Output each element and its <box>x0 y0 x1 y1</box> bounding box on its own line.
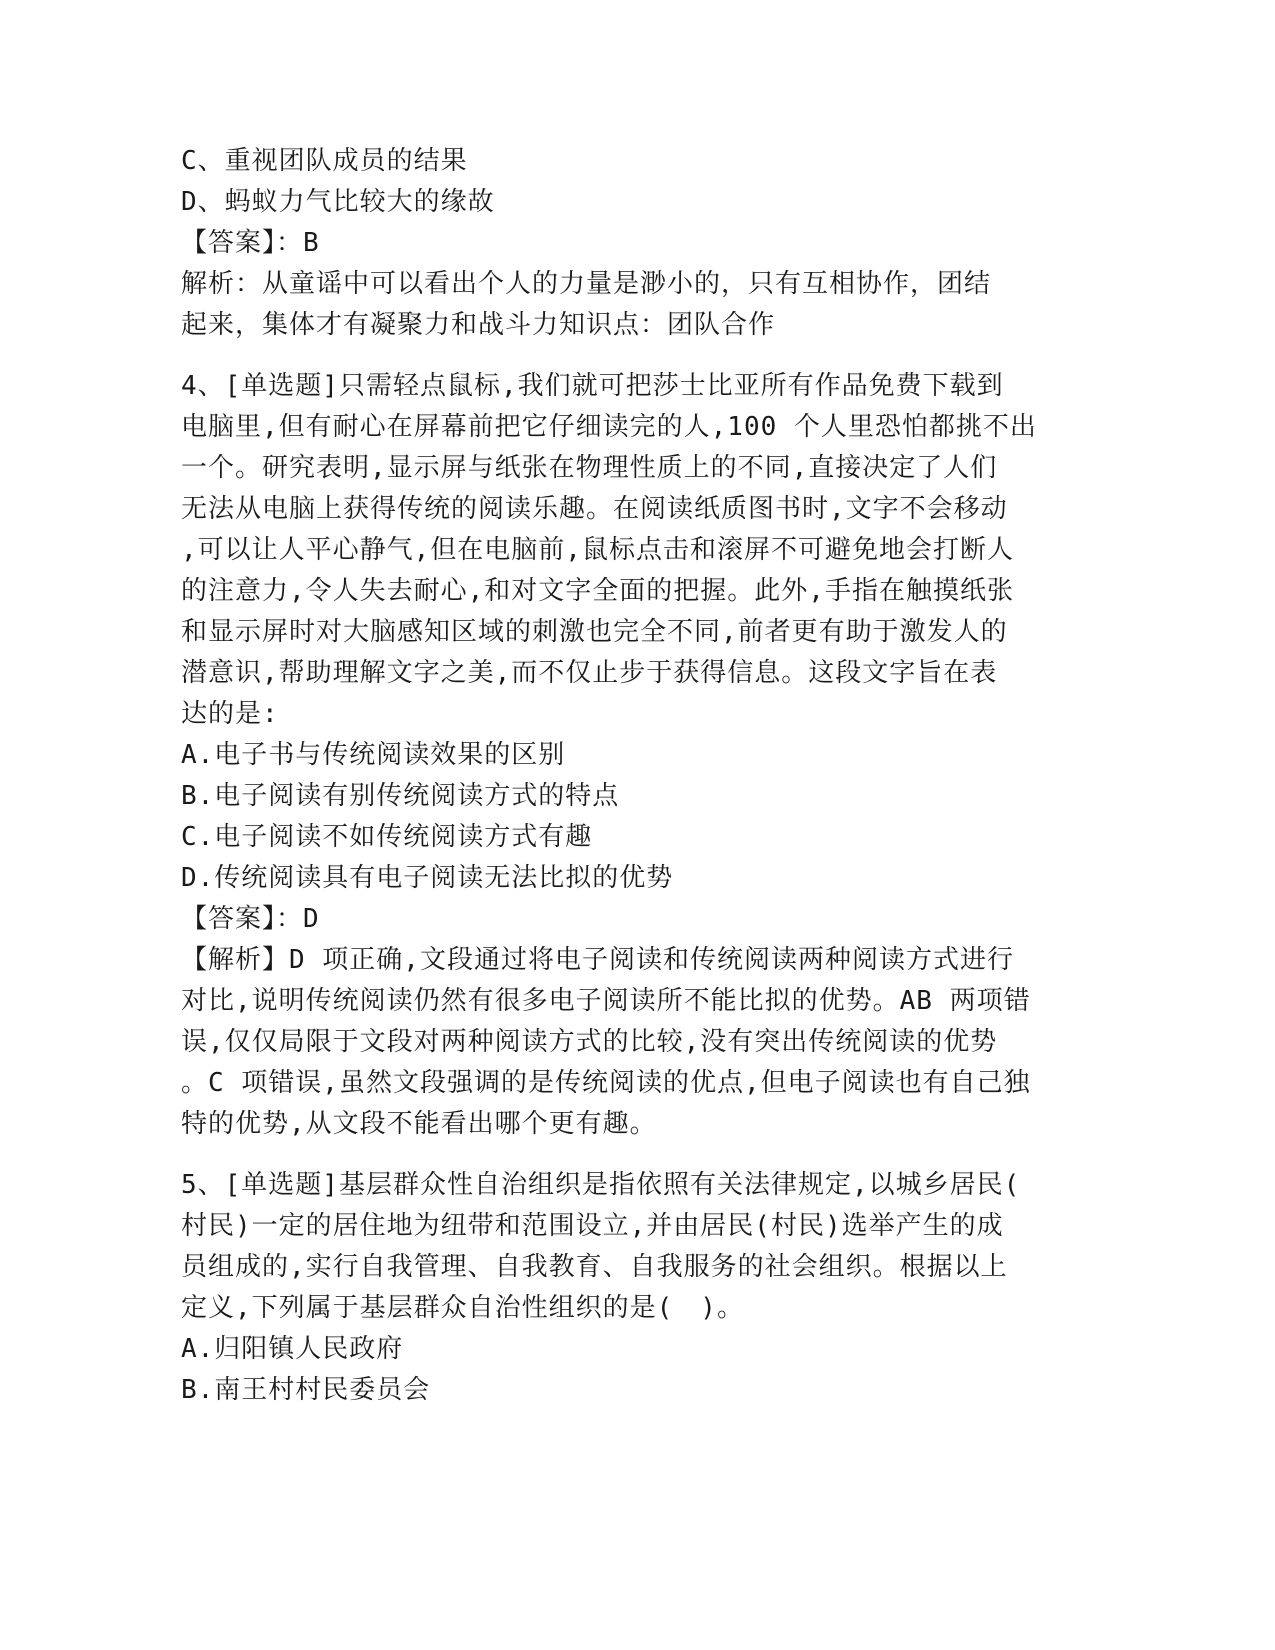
explanation-line: 【解析】D 项正确,文段通过将电子阅读和传统阅读两种阅读方式进行 <box>181 945 1014 975</box>
question-stem-line: 无法从电脑上获得传统的阅读乐趣。在阅读纸质图书时,文字不会移动 <box>181 494 1008 524</box>
explanation-line: 特的优势,从文段不能看出哪个更有趣。 <box>181 1109 657 1139</box>
explanation-line: 解析：从童谣中可以看出个人的力量是渺小的，只有互相协作，团结 <box>181 269 992 299</box>
question-stem-line: 员组成的,实行自我管理、自我教育、自我服务的社会组织。根据以上 <box>181 1252 1008 1282</box>
explanation-line: 误,仅仅局限于文段对两种阅读方式的比较,没有突出传统阅读的优势 <box>181 1027 998 1057</box>
option-c: C.电子阅读不如传统阅读方式有趣 <box>181 822 593 852</box>
question-stem-line: 定义,下列属于基层群众自治性组织的是( )。 <box>181 1293 744 1323</box>
question-stem-line: 村民)一定的居住地为纽带和范围设立,并由居民(村民)选举产生的成 <box>181 1211 1004 1241</box>
document-page <box>181 141 1061 1411</box>
option-a: A.归阳镇人民政府 <box>181 1334 404 1364</box>
question-stem-line: 达的是: <box>181 699 279 729</box>
explanation-line: 对比,说明传统阅读仍然有很多电子阅读所不能比拟的优势。AB 两项错 <box>181 986 1031 1016</box>
answer-line: 【答案】：B <box>181 228 320 258</box>
question-stem-line: 和显示屏时对大脑感知区域的刺激也完全不同,前者更有助于激发人的 <box>181 617 1008 647</box>
answer-line: 【答案】：D <box>181 904 320 934</box>
question-4 <box>181 366 1061 1145</box>
question-stem-line: 4、[单选题]只需轻点鼠标,我们就可把莎士比亚所有作品免费下载到 <box>181 371 1004 401</box>
option-c: C、重视团队成员的结果 <box>181 146 468 176</box>
question-3-tail <box>181 141 1061 346</box>
question-stem-line: 一个。研究表明,显示屏与纸张在物理性质上的不同,直接决定了人们 <box>181 453 998 483</box>
spacer <box>181 346 1061 366</box>
question-stem-line: 潜意识,帮助理解文字之美,而不仅止步于获得信息。这段文字旨在表 <box>181 658 998 688</box>
question-stem-line: 电脑里,但有耐心在屏幕前把它仔细读完的人,100 个人里恐怕都挑不出 <box>181 412 1037 442</box>
spacer <box>181 1145 1061 1165</box>
question-stem-line: ,可以让人平心静气,但在电脑前,鼠标点击和滚屏不可避免地会打断人 <box>181 535 1014 565</box>
question-stem-line: 5、[单选题]基层群众性自治组织是指依照有关法律规定,以城乡居民( <box>181 1170 1021 1200</box>
option-a: A.电子书与传统阅读效果的区别 <box>181 740 566 770</box>
option-b: B.南王村村民委员会 <box>181 1375 431 1405</box>
question-5 <box>181 1165 1061 1411</box>
explanation-line: 起来，集体才有凝聚力和战斗力知识点：团队合作 <box>181 310 776 340</box>
option-d: D、蚂蚁力气比较大的缘故 <box>181 187 495 217</box>
option-b: B.电子阅读有别传统阅读方式的特点 <box>181 781 620 811</box>
question-stem-line: 的注意力,令人失去耐心,和对文字全面的把握。此外,手指在触摸纸张 <box>181 576 1014 606</box>
explanation-line: 。C 项错误,虽然文段强调的是传统阅读的优点,但电子阅读也有自己独 <box>181 1068 1031 1098</box>
option-d: D.传统阅读具有电子阅读无法比拟的优势 <box>181 863 674 893</box>
